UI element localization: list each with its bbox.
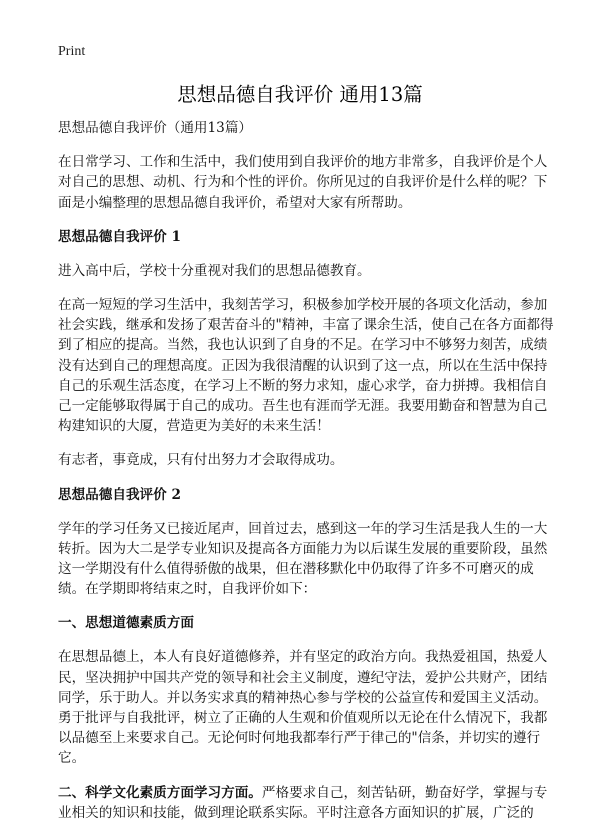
subsection-1-paragraph: 在思想品德上，本人有良好道德修养，并有坚定的政治方向。我热爱祖国，热爱人民，坚决拥护中国共产党的领导和社会主义制度，遵纪守法，爱护公共财产，团结同学，乐于助人。并以务实求真的精神热心参与学校的公益宣传和爱国主义活动。勇于批评与自我批评，树立了正确的人生观和价值观所以无论在什么情况下，我都以品德至上来要求自己。无论何时何地我都奉行严于律己的"信条，并切实的遵行它。 [58, 649, 548, 767]
section-1-heading: 思想品德自我评价 1 [58, 228, 181, 245]
subsection-2-paragraph [58, 783, 556, 823]
document-subtitle: 思想品德自我评价（通用13篇） [58, 120, 253, 136]
section-2-heading: 思想品德自我评价 2 [58, 486, 181, 503]
section-2-paragraph-1: 学年的学习任务又已接近尾声，回首过去，感到这一年的学习生活是我人生的一大转折。因为大二是学专业知识及提高各方面能力为以后谋生发展的重要阶段，虽然这一学期没有什么值得骄傲的战果，但在潜移默化中仍取得了许多不可磨灭的成绩。在学期即将结束之时，自我评价如下： [58, 520, 548, 598]
section-1-paragraph-1: 进入高中后，学校十分重视对我们的思想品德教育。 [58, 262, 371, 279]
section-1-paragraph-3: 有志者，事竟成，只有付出努力才会取得成功。 [58, 452, 344, 469]
intro-paragraph: 在日常学习、工作和生活中，我们使用到自我评价的地方非常多，自我评价是个人对自己的思想、动机、行为和个性的评价。你所见过的自我评价是什么样的呢？下面是小编整理的思想品德自我评价，希望对大家有所帮助。 [58, 154, 548, 211]
print-link[interactable]: Print [58, 44, 86, 59]
subsection-1-heading: 一、思想道德素质方面 [58, 615, 194, 632]
subsection-2-text: 严格要求自己，刻苦钻研，勤奋好学，掌握与专业相关的知识和技能，做到理论联系实际。平时注意各方面知识的扩展，广泛的 [58, 784, 548, 821]
subsection-2-heading: 二、科学文化素质方面学习方面。 [58, 784, 262, 801]
document-title: 思想品德自我评价 通用13篇 [177, 83, 423, 106]
section-1-paragraph-2: 在高一短短的学习生活中，我刻苦学习，积极参加学校开展的各项文化活动，参加社会实践，继承和发扬了艰苦奋斗的"精神，丰富了课余生活，使自己在各方面都得到了相应的提高。当然，我也认识到了自身的不足。在学习中不够努力刻苦，成绩没有达到自己的理想高度。正因为我很清醒的认识到了这一点，所以在生活中保持自己的乐观生活态度，在学习上不断的努力求知，虚心求学，奋力拼搏。我相信自己一定能够取得属于自己的成功。吾生也有涯而学无涯。我要用勤奋和智慧为自己构建知识的大厦，营造更为美好的未来生活！ [58, 297, 554, 435]
document-body [58, 118, 556, 828]
